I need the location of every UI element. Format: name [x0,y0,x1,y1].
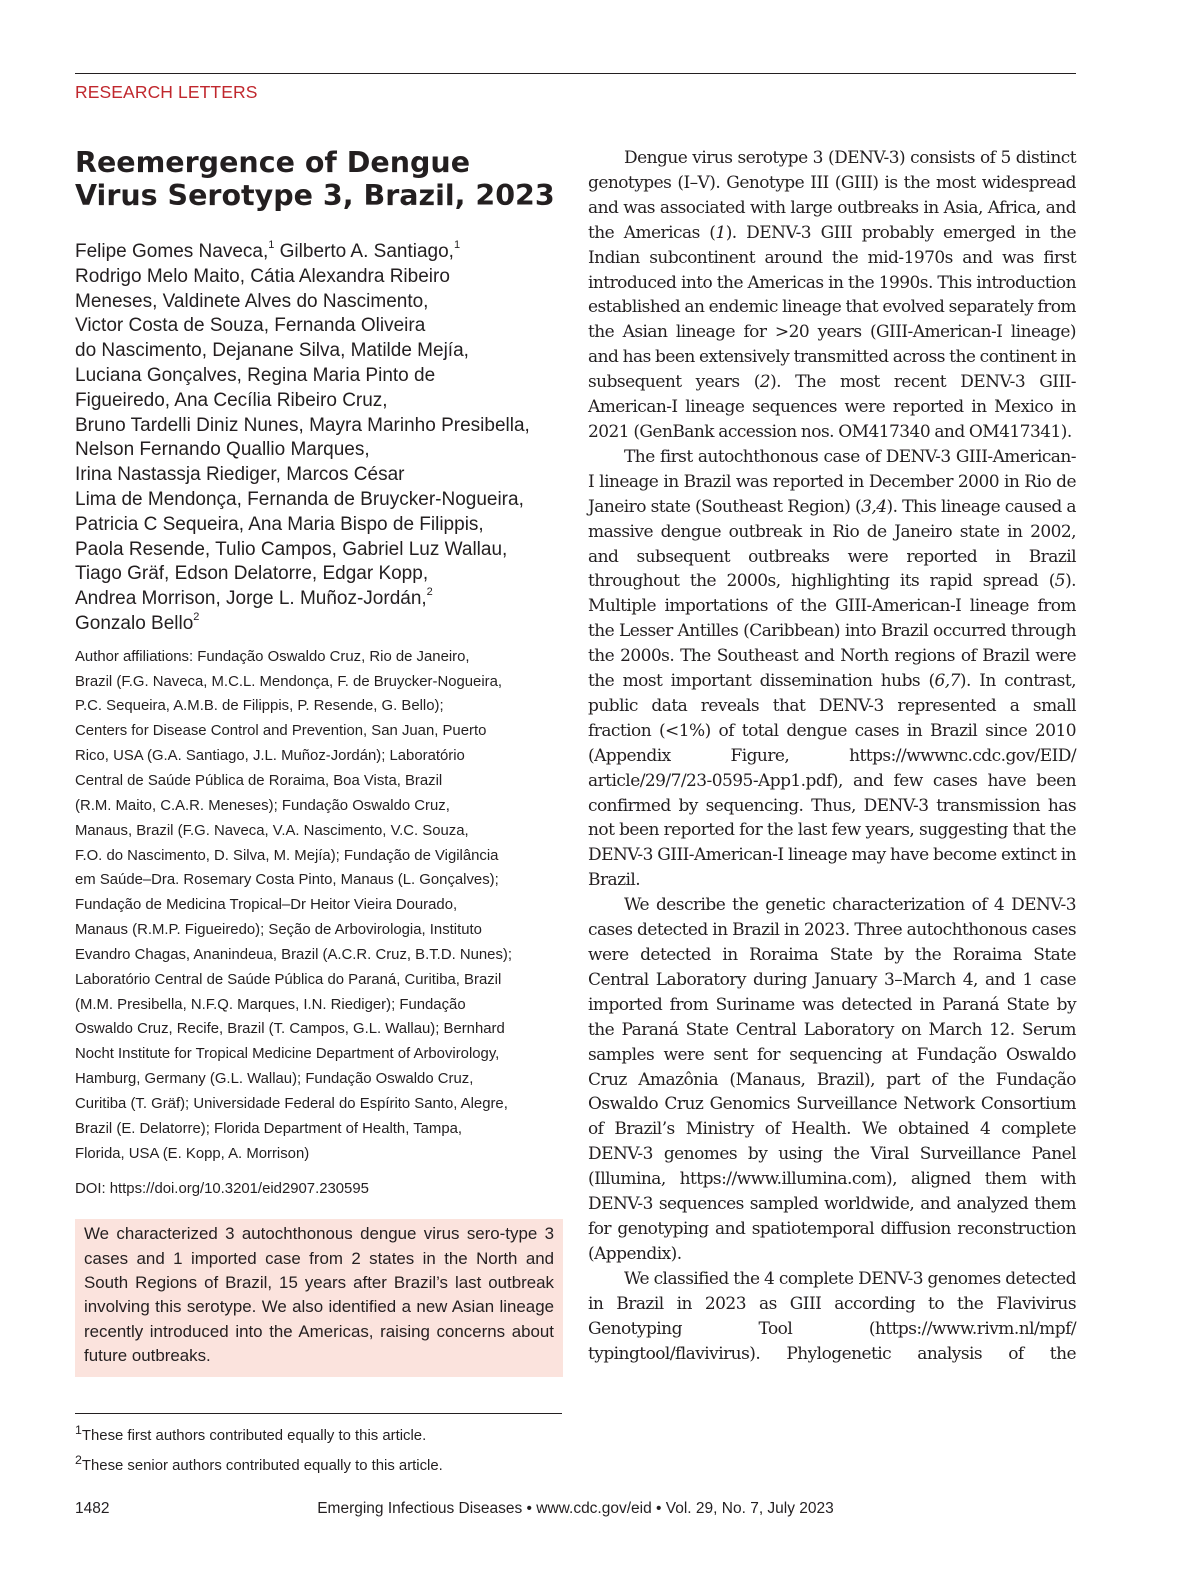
citation-ref[interactable]: 5 [1054,571,1066,592]
body-text: The first autochthonous case of DENV-3 GIII-American-I lineage in Brazil was reported in December 2000 in Rio de Janeiro state (Southeast Region) ( [588,446,1076,517]
body-text: ). Multiple importations of the GIII-American-I lineage from the Lesser Antilles (Caribbean) into Brazil occurred through the 2000s. The Southeast and North regions of Brazil were the most important dissemination hubs ( [588,571,1076,692]
body-text: ). This lineage caused a massive dengue outbreak in Rio de Janeiro state in 2002, and subsequent outbreaks were reported in Brazil throughout the 2000s, highlighting its rapid spread ( [588,496,1076,592]
footnote-mark: 1 [268,238,275,251]
journal-citation: Emerging Infectious Diseases • www.cdc.gov/eid • Vol. 29, No. 7, July 2023 [317,1500,834,1517]
body-text: ). DENV-3 GIII probably emerged in the Indian subcontinent around the mid-1970s and was first introduced into the Americas in the 1990s. This introduction established an endemic lineage that evolved separately from the Asian lineage for >20 years (GIII-American-I lineage) and has been extensively transmitted across the continent in subsequent years ( [588,222,1076,393]
body-paragraph-1 [588,146,1076,445]
citation-ref[interactable]: 6,7 [934,671,960,692]
author-text: Gonzalo Bello [75,612,194,634]
footnotes [75,1418,562,1479]
article-title [75,146,570,212]
right-column-body [588,146,1076,1366]
abstract-box: We characterized 3 autochthonous dengue virus sero-type 3 cases and 1 imported case from 2 states in the North and South Regions of Brazil, 15 years after Brazil’s last outbreak involving this serotype. We also identified a new Asian lineage recently introduced into the Americas, raising concerns about future outbreaks. [75,1219,563,1377]
footnote-mark: 2 [75,1453,82,1468]
doi-link[interactable]: DOI: https://doi.org/10.3201/eid2907.230595 [75,1181,369,1198]
body-text: ). The most recent DENV-3 GIII-American-I lineage sequences were reported in Mexico in 2021 (GenBank accession nos. OM417340 and OM417341). [588,372,1076,442]
title-line-1: Reemergence of Dengue [75,146,471,179]
section-label: RESEARCH LETTERS [75,82,258,102]
body-paragraph-3: We describe the genetic characterization of 4 DENV-3 cases detected in Brazil in 2023. Three autochthonous cases were detected in Roraima State by the Roraima State Central Laboratory during January 3–March 4, and 1 case imported from Suriname was detected in Paraná State by the Paraná State Central Laboratory on March 12. Serum samples were sent for sequencing at Fundação Oswaldo Cruz Amazônia (Manaus, Brazil), part of the Fundação Oswaldo Cruz Genomics Surveillance Network Consortium of Brazil’s Ministry of Health. We obtained 4 complete DENV-3 genomes by using the Viral Surveillance Panel (Illumina, https://www.illumina.com), aligned them with DENV-3 sequences sampled worldwide, and analyzed them for genotyping and spatiotemporal diffusion reconstruction (Appendix). [588,895,1076,1264]
body-paragraph-2 [588,445,1076,893]
author-text: Felipe Gomes Naveca, [75,241,269,262]
footnote-mark: 1 [75,1423,82,1437]
author-text: Gilberto A. Santiago, [274,241,454,262]
citation-ref[interactable]: 2 [759,372,771,393]
footnote-rule [75,1413,562,1414]
top-rule [75,73,1076,74]
citation-ref[interactable]: 1 [715,222,726,243]
left-column [75,146,565,1377]
footnote-text: These senior authors contributed equally to this article. [81,1458,443,1475]
footnote-2 [75,1448,562,1478]
title-line-2: Virus Serotype 3, Brazil, 2023 [75,179,555,212]
footnote-1 [75,1418,562,1448]
footnote-mark: 1 [453,238,461,251]
body-text: ). In contrast, public data reveals that DENV-3 represented a small fraction (<1%) of total dengue cases in Brazil since 2010 (Appendix Figure, https://wwwnc.cdc.gov/EID/ article/29/7/23-0595-App1.pdf), and few cases have been confirmed by sequencing. Thus, DENV-3 transmission has not been reported for the last few years, suggesting that the DENV-3 GIII-American-I lineage may have become extinct in Brazil. [588,671,1076,891]
author-affiliations: Author affiliations: Fundação Oswaldo Cruz, Rio de Janeiro, Brazil (F.G. Naveca, M.C.L. Mendonça, F. de Bruycker-Nogueira, P.C. Sequeira, A.M.B. de Filippis, P. Resende, G. Bello); Centers for Disease Control and Prevention, San Juan, Puerto Rico, USA (G.A. Santiago, J.L. Muñoz-Jordán); Laboratório Central de Saúde Pública de Roraima, Boa Vista, Brazil (R.M. Maito, C.A.R. Meneses); Fundação Oswaldo Cruz, Manaus, Brazil (F.G. Naveca, V.A. Nascimento, V.C. Souza, F.O. do Nascimento, D. Silva, M. Mejía); Fundação de Vigilância em Saúde–Dra. Rosemary Costa Pinto, Manaus (L. Gonçalves); Fundação de Medicina Tropical–Dr Heitor Vieira Dourado, Manaus (R.M.P. Figueiredo); Seção de Arbovirologia, Instituto Evandro Chagas, Ananindeua, Brazil (A.C.R. Cruz, B.T.D. Nunes); Laboratório Central de Saúde Pública do Paraná, Curitiba, Brazil (M.M. Presibella, N.F.Q. Marques, I.N. Riediger); Fundação Oswaldo Cruz, Recife, Brazil (T. Campos, G.L. Wallau); Bernhard Nocht Institute for Tropical Medicine Department of Arbovirology, Hamburg, Germany (G.L. Wallau); Fundação Oswaldo Cruz, Curitiba (T. Gräf); Universidade Federal do Espírito Santo, Alegre, Brazil (E. Delatorre); Florida Department of Health, Tampa, Florida, USA (E. Kopp, A. Morrison) [75,648,512,1162]
body-paragraph-4: We classified the 4 complete DENV-3 genomes detected in Brazil in 2023 as GIII according to the Flavivirus Genotyping Tool (https://www.rivm.nl/mpf/ typingtool/flavivirus). Phylogenetic analysis of the [588,1268,1076,1364]
footnote-mark: 2 [193,610,200,623]
body-text: Dengue virus serotype 3 (DENV-3) consists of 5 distinct genotypes (I–V). Genotype III (GIII) is the most widespread and was associated with large outbreaks in Asia, Africa, and the Americas ( [588,148,1076,243]
page-number: 1482 [75,1500,110,1517]
author-list [75,240,565,637]
footnote-mark: 2 [426,585,433,598]
citation-ref[interactable]: 3,4 [861,496,887,517]
footnote-text: These first authors contributed equally to this article. [81,1427,427,1444]
author-text: Rodrigo Melo Maito, Cátia Alexandra Ribeiro Meneses, Valdinete Alves do Nascimento, Victor Costa de Souza, Fernanda Oliveira do Nascimento, Dejanane Silva, Matilde Mejía, Luciana Gonçalves, Regina Maria Pinto de Figueiredo, Ana Cecília Ribeiro Cruz, Bruno Tardelli Diniz Nunes, Mayra Marinho Presibella, Nelson Fernando Quallio Marques, Irina Nastassja Riediger, Marcos César Lima de Mendonça, Fernanda de Bruycker-Nogueira, Patricia C Sequeira, Ana Maria Bispo de Filippis, Paola Resende, Tulio Campos, Gabriel Luz Wallau, Tiago Gräf, Edson Delatorre, Edgar Kopp, Andrea Morrison, Jorge L. Muñoz-Jordán, [75,265,530,610]
